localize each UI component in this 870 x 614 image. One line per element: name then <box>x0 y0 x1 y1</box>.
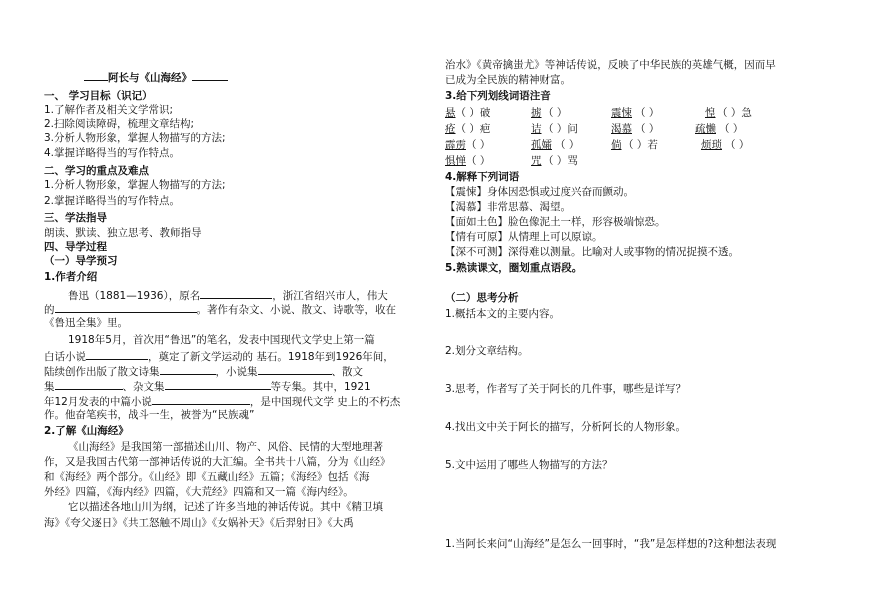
blank-essay-collection[interactable] <box>165 378 271 390</box>
pinyin-blank[interactable]: （ ）骂 <box>543 155 578 167</box>
pinyin-blank[interactable]: （ ） <box>719 123 744 135</box>
shanhaijing-line: 《山海经》是我国第一部描述山川、物产、风俗、民情的大型地理著 <box>68 441 383 453</box>
heading-analysis: （二）思考分析 <box>445 292 519 304</box>
goal-item: 4.掌握详略得当的写作特点。 <box>44 147 181 159</box>
author-line-4: 1918年5月，首次用“鲁迅”的笔名，发表中国现代文学史上第一篇 <box>68 334 375 346</box>
title-text: 阿长与《山海经》 <box>108 72 192 84</box>
heading-method: 三、学法指导 <box>44 212 107 224</box>
title-underline-left <box>84 80 108 81</box>
analysis-question: 5.文中运用了哪些人物描写的方法？ <box>445 459 613 471</box>
title-underline-right <box>192 80 228 81</box>
blank-poetry-collection[interactable] <box>160 363 216 375</box>
analysis-question: 2.划分文章结构。 <box>445 345 529 357</box>
pinyin-blank[interactable]: （ ） <box>466 139 491 151</box>
pinyin-blank[interactable]: （ ）若 <box>623 139 658 151</box>
shanhaijing-line: 海》《夸父逐日》《共工怒触不周山》《女娲补天》《后羿射日》《大禹 <box>44 517 354 529</box>
heading-process: 四、导学过程 <box>44 241 107 253</box>
shanhaijing-line: 作，又是我国古代第一部神话传说的大汇编。全书共十八篇，分为《山经》 <box>44 456 391 468</box>
key-point-item: 1.分析人物形象，掌握人物描写的方法; <box>44 179 226 191</box>
pinyin-row: 惧惮（ ） 咒 （ ）骂 <box>445 155 578 167</box>
goal-item: 2.扫除阅读障碍，梳理文章结构; <box>44 118 195 130</box>
analysis-question: 3.思考，作者写了关于阿长的几件事，哪些是详写？ <box>445 383 687 395</box>
definition-item: 【深不可测】深得难以测量。比喻对人或事物的情况捉摸不透。 <box>445 246 739 258</box>
pinyin-blank[interactable]: （ ） <box>543 107 568 119</box>
definition-item: 【震悚】身体因恐惧或过度兴奋而颤动。 <box>445 186 634 198</box>
continued-line: 已成为全民族的精神财富。 <box>445 74 571 86</box>
blank-original-name[interactable] <box>200 287 272 299</box>
heading-goals: 一、 学习目标（识记） <box>44 90 153 102</box>
definition-item: 【情有可原】从情理上可以原谅。 <box>445 231 603 243</box>
blank-author-title[interactable] <box>55 301 197 313</box>
author-line-8: 年12月发表的中篇小说 ，是中国现代文学 史上的不朽杰 <box>44 393 400 409</box>
analysis-question: 1.概括本文的主要内容。 <box>445 308 561 320</box>
goal-item: 3.分析人物形象，掌握人物描写的方法; <box>44 132 226 144</box>
author-line-6: 陆续创作出版了散文诗集 ，小说集 、散文 <box>44 363 363 379</box>
discussion-question: 1.当阿长来问“山海经”是怎么一回事时，“我”是怎样想的?这种想法表现 <box>445 538 777 550</box>
pinyin-row: 霹雳（ ） 孤孀 （ ） 倘 （ ）若 烦琐 （ ） <box>445 139 750 151</box>
author-line-3: 《鲁迅全集》里。 <box>44 317 128 329</box>
author-line-9: 作。他奋笔疾书，战斗一生，被誉为“民族魂” <box>44 409 255 421</box>
continued-line: 治水》《黄帝擒蚩尤》等神话传说，反映了中华民族的英雄气概，因而早 <box>445 59 776 71</box>
pinyin-blank[interactable]: （ ） <box>635 123 660 135</box>
pinyin-blank[interactable]: （ ）疤 <box>455 123 491 135</box>
document-title <box>84 71 228 85</box>
author-line-2: 的 。著作有杂文、小说、散文、诗歌等，收在 <box>44 301 396 317</box>
pinyin-blank[interactable]: （ ） <box>466 155 491 167</box>
definition-item: 【面如土色】脸色像泥土一样，形容极端惊恐。 <box>445 216 666 228</box>
heading-reading: 5.熟读课文，圈划重点语段。 <box>445 262 583 274</box>
shanhaijing-line: 外经》四篇，《海内经》四篇，《大荒经》四篇和又一篇《海内经》。 <box>44 486 354 498</box>
shanhaijing-line: 和《海经》两个部分。《山经》即《五藏山经》五篇；《海经》包括《海 <box>44 471 370 483</box>
blank-novella[interactable] <box>152 393 250 405</box>
heading-pinyin: 3.给下列划线词语注音 <box>445 90 551 102</box>
pinyin-blank[interactable]: （ ）急 <box>717 107 752 119</box>
method-text: 朗读、默读、独立思考、教师指导 <box>44 227 202 239</box>
heading-definitions: 4.解释下列词语 <box>445 171 520 183</box>
blank-novel-collection[interactable] <box>258 363 332 375</box>
pinyin-blank[interactable]: （ ） <box>725 139 750 151</box>
blank-prose-collection[interactable] <box>55 378 123 390</box>
analysis-question: 4.找出文中关于阿长的描写，分析阿长的人物形象。 <box>445 421 687 433</box>
author-line-1: 鲁迅（1881—1936），原名 ，浙江省绍兴市人，伟大 <box>68 287 388 303</box>
heading-author: 1.作者介绍 <box>44 271 98 283</box>
definition-item: 【渴慕】非常思慕、渴望。 <box>445 201 571 213</box>
author-line-5: 白话小说 ，奠定了新文学运动的 基石。1918年到1926年间， <box>44 348 394 364</box>
pinyin-blank[interactable]: （ ）问 <box>543 123 578 135</box>
heading-key-points: 二、学习的重点及难点 <box>44 165 149 177</box>
heading-shanhaijing: 2.了解《山海经》 <box>44 425 129 437</box>
heading-preview: （一）导学预习 <box>44 255 118 267</box>
pinyin-row: 疮（ ）疤 诘 （ ）问 渴慕 （ ） 疏懒 （ ） <box>445 123 744 135</box>
key-point-item: 2.掌握详略得当的写作特点。 <box>44 195 181 207</box>
pinyin-blank[interactable]: （ ） <box>635 107 660 119</box>
pinyin-row: 悬（ ）破 掳 （ ） 震悚 （ ） 惶 （ ）急 <box>445 107 752 119</box>
pinyin-blank[interactable]: （ ）破 <box>455 107 491 119</box>
author-line-7: 集 、杂文集 等专集。其中，1921 <box>44 378 371 394</box>
goal-item: 1.了解作者及相关文学常识; <box>44 104 174 116</box>
shanhaijing-line: 它以描述各地山川为纲，记述了许多当地的神话传说。其中《精卫填 <box>68 501 383 513</box>
pinyin-blank[interactable]: （ ） <box>555 139 580 151</box>
blank-first-novel[interactable] <box>86 348 148 360</box>
